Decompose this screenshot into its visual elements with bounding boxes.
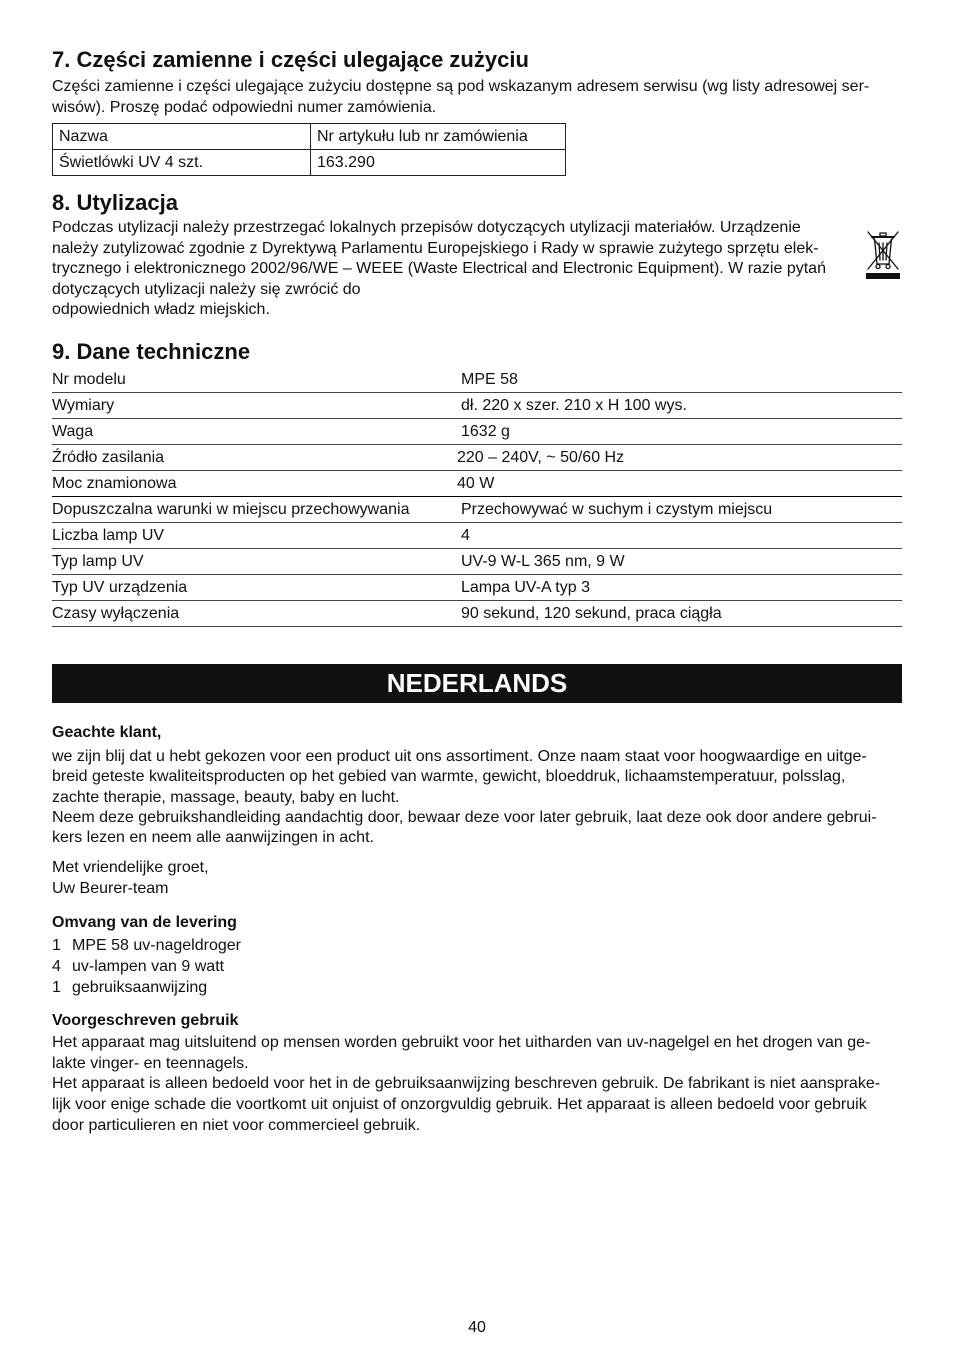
spec-label: Nr modelu — [52, 371, 126, 388]
closing-signature — [52, 857, 209, 899]
spec-value: UV-9 W-L 365 nm, 9 W — [461, 553, 625, 570]
spec-value: 4 — [461, 527, 470, 544]
spec-label: Moc znamionowa — [52, 475, 177, 492]
list-item — [52, 935, 452, 956]
item-quantity: 1 — [52, 979, 61, 996]
weee-crossed-out-bin-icon — [865, 228, 901, 279]
spec-row — [52, 523, 902, 549]
section-7-paragraph — [52, 76, 869, 118]
spec-value: 90 sekund, 120 sekund, praca ciągła — [461, 605, 722, 622]
table-cell: Świetlówki UV 4 szt. — [53, 150, 311, 176]
spec-row — [52, 471, 902, 497]
paragraph-line: odpowiednich władz miejskich. — [52, 301, 270, 318]
paragraph-line: door particulieren en niet voor commercieel gebruik. — [52, 1116, 421, 1134]
list-item — [52, 956, 452, 977]
spec-label: Liczba lamp UV — [52, 527, 165, 544]
table-row — [53, 150, 566, 176]
table-cell: Nazwa — [53, 124, 311, 150]
spec-row — [52, 601, 902, 627]
spec-value: Przechowywać w suchym i czystym miejscu — [461, 501, 773, 518]
spec-row — [52, 497, 902, 523]
paragraph-line: wisów). Proszę podać odpowiedni numer zamówienia. — [52, 99, 437, 116]
paragraph-line: dotyczących utylizacji należy się zwrócić do — [52, 280, 361, 298]
paragraph-line: lijk voor enige schade die voortkomt uit onjuist of onzorgvuldig gebruik. Het apparaat is alleen bedoeld voor gebruik — [52, 1096, 867, 1114]
item-quantity: 1 — [52, 937, 61, 954]
section-9-heading: 9. Dane techniczne — [52, 339, 251, 364]
section-7-heading: 7. Części zamienne i części ulegające zużyciu — [52, 47, 529, 72]
delivery-heading: Omvang van de levering — [52, 914, 237, 931]
paragraph-line: Met vriendelijke groet, — [52, 859, 209, 876]
section-8-paragraph — [52, 218, 826, 321]
paragraph-line: Podczas utylizacji należy przestrzegać lokalnych przepisów dotyczących utylizacji materiałów. Urządzenie — [52, 219, 801, 236]
paragraph-line: lakte vinger- en teennagels. — [52, 1054, 249, 1072]
spec-label: Typ lamp UV — [52, 553, 144, 570]
spec-row — [52, 575, 902, 601]
paragraph-line: Części zamienne i części ulegające zużyciu dostępne są pod wskazanym adresem serwisu (wg listy adresowej ser- — [52, 78, 870, 95]
spare-parts-table — [52, 123, 566, 176]
paragraph-line: breid geteste kwaliteitsproducten op het gebied van warmte, gewicht, bloeddruk, lichaamstemperatuur, polsslag, — [52, 768, 846, 786]
spec-row — [52, 367, 902, 393]
paragraph-line: kers lezen en neem alle aanwijzingen in acht. — [52, 829, 374, 847]
spec-value: 1632 g — [461, 423, 510, 440]
technical-data-table — [52, 367, 902, 627]
spec-value: dł. 220 x szer. 210 x H 100 wys. — [461, 397, 687, 414]
delivery-list — [52, 935, 452, 998]
paragraph-line: Neem deze gebruikshandleiding aandachtig door, bewaar deze voor later gebruik, laat deze ook door andere gebrui- — [52, 808, 877, 826]
spec-label: Czasy wyłączenia — [52, 605, 180, 622]
paragraph-line: Het apparaat is alleen bedoeld voor het in de gebruiksaanwijzing beschreven gebruik. De fabrikant is niet aansprake- — [52, 1075, 881, 1093]
spec-value: Lampa UV-A typ 3 — [461, 579, 590, 596]
page-number: 40 — [468, 1319, 486, 1336]
spec-label: Wymiary — [52, 397, 115, 414]
spec-value: 40 W — [457, 475, 495, 492]
paragraph-line: zachte therapie, massage, beauty, baby en lucht. — [52, 788, 400, 806]
section-8-heading: 8. Utylizacja — [52, 190, 178, 215]
paragraph-line: we zijn blij dat u hebt gekozen voor een product uit ons assortiment. Onze naam staat voor hoogwaardige en uitge- — [52, 748, 867, 765]
item-quantity: 4 — [52, 958, 61, 975]
spec-row — [52, 419, 902, 445]
spec-value: MPE 58 — [461, 371, 518, 388]
greeting-heading: Geachte klant, — [52, 724, 162, 741]
spec-value: 220 – 240V, ~ 50/60 Hz — [457, 449, 625, 466]
spec-label: Dopuszczalna warunki w miejscu przechowywania — [52, 501, 410, 518]
item-text: uv-lampen van 9 watt — [72, 958, 225, 975]
list-item — [52, 977, 452, 998]
spec-label: Typ UV urządzenia — [52, 579, 188, 596]
spec-label: Źródło zasilania — [52, 449, 165, 466]
intro-paragraph — [52, 747, 877, 848]
paragraph-line: należy zutylizować zgodnie z Dyrektywą Parlamentu Europejskiego i Rady w sprawie zużytego sprzętu elek- — [52, 239, 819, 257]
spec-row — [52, 445, 902, 471]
table-cell: Nr artykułu lub nr zamówienia — [311, 124, 566, 150]
paragraph-line: Het apparaat mag uitsluitend op mensen worden gebruikt voor het uitharden van uv-nagelgel en het drogen van ge- — [52, 1034, 871, 1051]
table-row — [53, 124, 566, 150]
item-text: MPE 58 uv-nageldroger — [72, 937, 241, 954]
paragraph-line: trycznego i elektronicznego 2002/96/WE – WEEE (Waste Electrical and Electronic Equipment). W razie pytań — [52, 260, 826, 277]
spec-row — [52, 393, 902, 419]
language-banner: NEDERLANDS — [52, 664, 902, 703]
spec-row — [52, 549, 902, 575]
spec-label: Waga — [52, 423, 94, 440]
intended-use-paragraph — [52, 1033, 880, 1137]
table-cell: 163.290 — [311, 150, 566, 176]
intended-use-heading: Voorgeschreven gebruik — [52, 1012, 239, 1029]
item-text: gebruiksaanwijzing — [72, 979, 208, 996]
paragraph-line: Uw Beurer-team — [52, 880, 169, 897]
